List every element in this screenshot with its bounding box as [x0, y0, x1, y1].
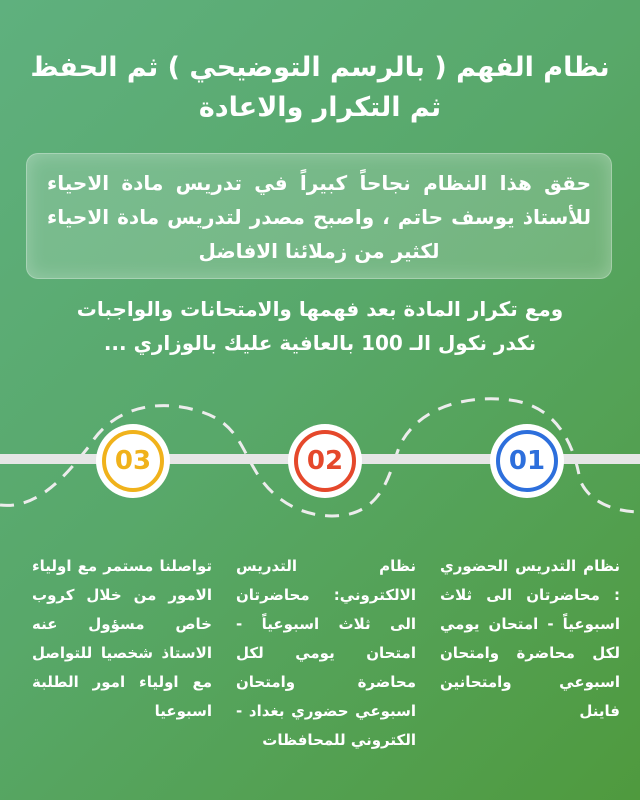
page-title	[30, 48, 610, 128]
step-3-description: تواصلنا مستمر مع اولياء الامور من خلال كروب خاص مسؤول عنه الاستاذ شخصيا للتواصل مع اولياء امور الطلبة اسبوعيا	[32, 557, 212, 720]
step-2-number: 02	[306, 446, 344, 476]
intro-line-1: ومع تكرار المادة بعد فهمها والامتحانات والواجبات	[76, 297, 564, 321]
step-1-number: 01	[508, 446, 546, 476]
highlight-box	[26, 153, 612, 279]
intro-line-2: نكدر نكول الـ 100 بالعافية عليك بالوزاري ...	[103, 331, 537, 355]
step-3-badge	[96, 424, 170, 498]
step-2-badge	[288, 424, 362, 498]
intro-paragraph	[30, 292, 610, 360]
step-3-number: 03	[114, 446, 152, 476]
step-1-badge	[490, 424, 564, 498]
title-line-2: ثم التكرار والاعادة	[198, 92, 442, 123]
step-1-description: نظام التدريس الحضوري : محاضرتان الى ثلاث اسبوعياً - امتحان يومي لكل محاضرة وامتحان اسبوعي وامتحانين فاينل	[440, 557, 620, 720]
step-2-description: نظام التدريس الالكتروني: محاضرتان الى ثلاث اسبوعياً - امتحان يومي لكل محاضرة وامتحان اسبوعي حضوري بغداد - الكتروني للمحافظات	[236, 557, 416, 749]
title-line-1: نظام الفهم ( بالرسم التوضيحي ) ثم الحفظ	[30, 52, 610, 83]
highlight-text: حقق هذا النظام نجاحاً كبيراً في تدريس مادة الاحياء للأستاذ يوسف حاتم ، واصبح مصدر لتدريس مادة الاحياء لكثير من زملائنا الافاضل	[47, 171, 591, 263]
